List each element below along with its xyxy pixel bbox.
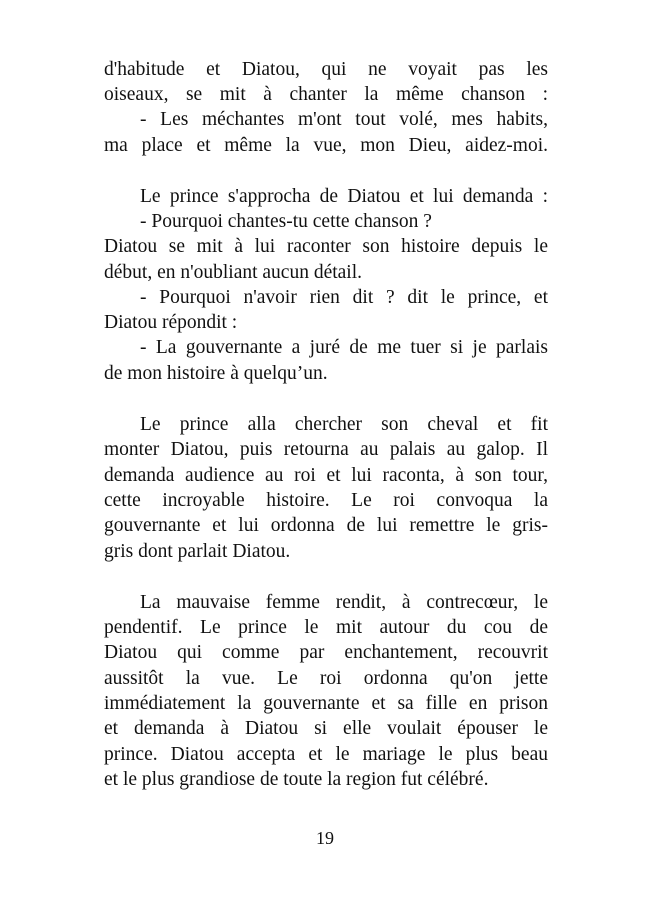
text-line: et le plus grandiose de toute la region fut célébré. [104, 769, 489, 790]
text-line: début, en n'oubliant aucun détail. [104, 262, 363, 283]
text-line: d'habitude et Diatou, qui ne voyait pas les [104, 59, 548, 80]
text-line: oiseaux, se mit à chanter la même chanson : [104, 84, 548, 105]
text-line: et demanda à Diatou si elle voulait épouser le [104, 718, 548, 739]
text-line: aussitôt la vue. Le roi ordonna qu'on jette [104, 668, 548, 689]
text-line: Le prince alla chercher son cheval et fit [140, 414, 548, 435]
text-line: - La gouvernante a juré de me tuer si je parlais [140, 337, 548, 358]
page-number: 19 [316, 828, 334, 848]
text-line: Le prince s'approcha de Diatou et lui demanda : [140, 186, 548, 207]
text-line: cette incroyable histoire. Le roi convoqua la [104, 490, 548, 511]
text-line: pendentif. Le prince le mit autour du cou de [104, 617, 548, 638]
text-line: - Pourquoi n'avoir rien dit ? dit le prince, et [140, 287, 548, 308]
text-line: immédiatement la gouvernante et sa fille en prison [104, 693, 548, 714]
text-line: gouvernante et lui ordonna de lui remettre le gris- [104, 515, 548, 536]
text-line: demanda audience au roi et lui raconta, à son tour, [104, 465, 548, 486]
text-line: Diatou répondit : [104, 312, 238, 333]
text-line: - Les méchantes m'ont tout volé, mes habits, [140, 109, 548, 130]
text-line: Diatou qui comme par enchantement, recouvrit [104, 642, 548, 663]
text-line: monter Diatou, puis retourna au palais au galop. Il [104, 439, 548, 460]
text-line: La mauvaise femme rendit, à contrecœur, le [140, 592, 548, 613]
text-line: - Pourquoi chantes-tu cette chanson ? [140, 211, 432, 232]
text-line: prince. Diatou accepta et le mariage le plus beau [104, 744, 548, 765]
text-line: Diatou se mit à lui raconter son histoire depuis le [104, 236, 548, 257]
text-line: gris dont parlait Diatou. [104, 541, 291, 562]
text-line: de mon histoire à quelqu’un. [104, 363, 328, 384]
text-line: ma place et même la vue, mon Dieu, aidez-moi. [104, 135, 548, 156]
